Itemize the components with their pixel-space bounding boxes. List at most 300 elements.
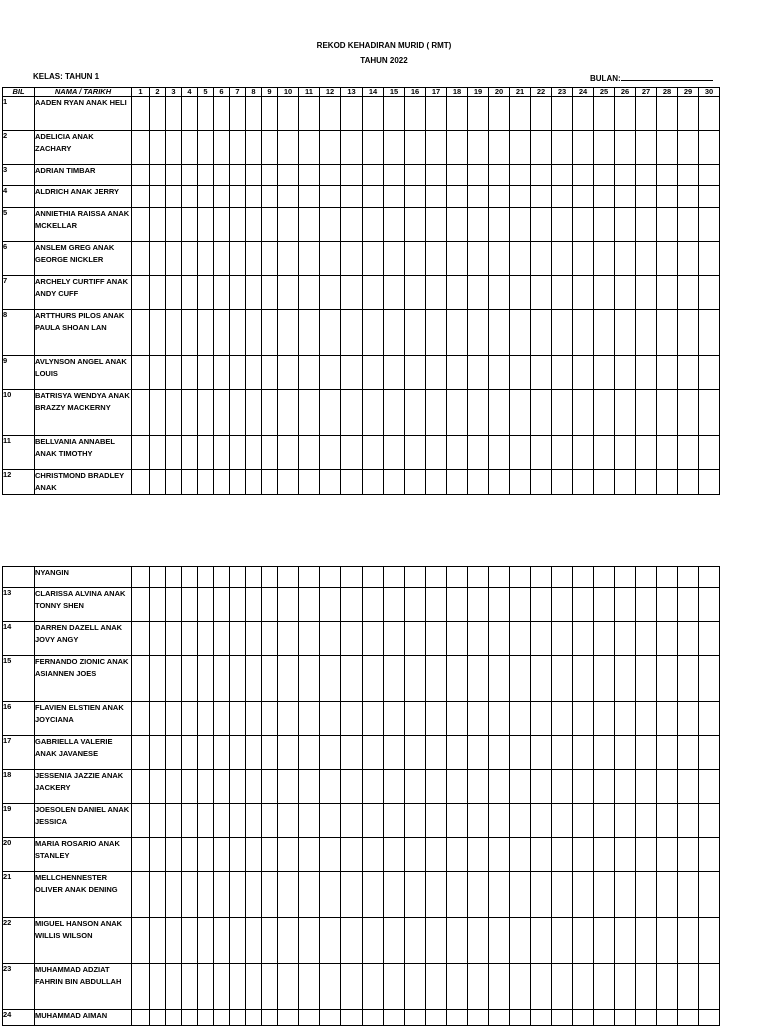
attendance-cell[interactable] xyxy=(699,131,720,165)
attendance-cell[interactable] xyxy=(198,567,214,588)
attendance-cell[interactable] xyxy=(341,872,363,918)
attendance-cell[interactable] xyxy=(230,588,246,622)
attendance-cell[interactable] xyxy=(320,656,341,702)
attendance-cell[interactable] xyxy=(594,622,615,656)
attendance-cell[interactable] xyxy=(299,804,320,838)
attendance-cell[interactable] xyxy=(615,964,636,1010)
attendance-cell[interactable] xyxy=(182,310,198,356)
attendance-cell[interactable] xyxy=(531,276,552,310)
attendance-cell[interactable] xyxy=(246,356,262,390)
attendance-cell[interactable] xyxy=(299,918,320,964)
attendance-cell[interactable] xyxy=(363,356,384,390)
attendance-cell[interactable] xyxy=(150,872,166,918)
attendance-cell[interactable] xyxy=(182,702,198,736)
attendance-cell[interactable] xyxy=(426,310,447,356)
attendance-cell[interactable] xyxy=(489,656,510,702)
attendance-cell[interactable] xyxy=(489,97,510,131)
attendance-cell[interactable] xyxy=(150,356,166,390)
attendance-cell[interactable] xyxy=(468,165,489,186)
attendance-cell[interactable] xyxy=(198,165,214,186)
attendance-cell[interactable] xyxy=(384,656,405,702)
attendance-cell[interactable] xyxy=(341,770,363,804)
attendance-cell[interactable] xyxy=(426,436,447,470)
attendance-cell[interactable] xyxy=(214,186,230,208)
attendance-cell[interactable] xyxy=(573,622,594,656)
attendance-cell[interactable] xyxy=(636,804,657,838)
attendance-cell[interactable] xyxy=(299,656,320,702)
attendance-cell[interactable] xyxy=(150,470,166,495)
attendance-cell[interactable] xyxy=(426,1010,447,1026)
attendance-cell[interactable] xyxy=(341,242,363,276)
attendance-cell[interactable] xyxy=(166,918,182,964)
attendance-cell[interactable] xyxy=(246,390,262,436)
attendance-cell[interactable] xyxy=(678,470,699,495)
attendance-cell[interactable] xyxy=(699,356,720,390)
attendance-cell[interactable] xyxy=(214,390,230,436)
attendance-cell[interactable] xyxy=(657,918,678,964)
attendance-cell[interactable] xyxy=(657,702,678,736)
attendance-cell[interactable] xyxy=(278,567,299,588)
attendance-cell[interactable] xyxy=(150,242,166,276)
attendance-cell[interactable] xyxy=(552,588,573,622)
attendance-cell[interactable] xyxy=(384,964,405,1010)
attendance-cell[interactable] xyxy=(166,242,182,276)
attendance-cell[interactable] xyxy=(363,470,384,495)
attendance-cell[interactable] xyxy=(531,1010,552,1026)
attendance-cell[interactable] xyxy=(132,567,150,588)
attendance-cell[interactable] xyxy=(246,1010,262,1026)
attendance-cell[interactable] xyxy=(384,567,405,588)
attendance-cell[interactable] xyxy=(531,390,552,436)
attendance-cell[interactable] xyxy=(182,567,198,588)
attendance-cell[interactable] xyxy=(510,276,531,310)
attendance-cell[interactable] xyxy=(573,242,594,276)
attendance-cell[interactable] xyxy=(615,804,636,838)
attendance-cell[interactable] xyxy=(262,470,278,495)
attendance-cell[interactable] xyxy=(468,310,489,356)
attendance-cell[interactable] xyxy=(447,804,468,838)
attendance-cell[interactable] xyxy=(214,242,230,276)
attendance-cell[interactable] xyxy=(426,656,447,702)
attendance-cell[interactable] xyxy=(447,872,468,918)
attendance-cell[interactable] xyxy=(262,567,278,588)
attendance-cell[interactable] xyxy=(699,702,720,736)
attendance-cell[interactable] xyxy=(166,567,182,588)
attendance-cell[interactable] xyxy=(636,918,657,964)
attendance-cell[interactable] xyxy=(636,588,657,622)
attendance-cell[interactable] xyxy=(552,165,573,186)
attendance-cell[interactable] xyxy=(246,436,262,470)
attendance-cell[interactable] xyxy=(552,131,573,165)
attendance-cell[interactable] xyxy=(468,964,489,1010)
attendance-cell[interactable] xyxy=(182,208,198,242)
attendance-cell[interactable] xyxy=(552,702,573,736)
attendance-cell[interactable] xyxy=(615,165,636,186)
attendance-cell[interactable] xyxy=(573,656,594,702)
attendance-cell[interactable] xyxy=(341,804,363,838)
attendance-cell[interactable] xyxy=(468,702,489,736)
attendance-cell[interactable] xyxy=(278,242,299,276)
attendance-cell[interactable] xyxy=(341,470,363,495)
attendance-cell[interactable] xyxy=(278,131,299,165)
attendance-cell[interactable] xyxy=(510,736,531,770)
attendance-cell[interactable] xyxy=(489,131,510,165)
attendance-cell[interactable] xyxy=(468,1010,489,1026)
attendance-cell[interactable] xyxy=(699,918,720,964)
attendance-cell[interactable] xyxy=(166,964,182,1010)
attendance-cell[interactable] xyxy=(405,770,426,804)
attendance-cell[interactable] xyxy=(426,470,447,495)
attendance-cell[interactable] xyxy=(426,702,447,736)
attendance-cell[interactable] xyxy=(552,186,573,208)
attendance-cell[interactable] xyxy=(552,390,573,436)
attendance-cell[interactable] xyxy=(198,918,214,964)
attendance-cell[interactable] xyxy=(278,356,299,390)
attendance-cell[interactable] xyxy=(150,736,166,770)
attendance-cell[interactable] xyxy=(531,656,552,702)
attendance-cell[interactable] xyxy=(447,242,468,276)
attendance-cell[interactable] xyxy=(510,588,531,622)
attendance-cell[interactable] xyxy=(230,310,246,356)
attendance-cell[interactable] xyxy=(363,770,384,804)
attendance-cell[interactable] xyxy=(447,964,468,1010)
attendance-cell[interactable] xyxy=(447,622,468,656)
attendance-cell[interactable] xyxy=(594,356,615,390)
attendance-cell[interactable] xyxy=(699,838,720,872)
attendance-cell[interactable] xyxy=(636,964,657,1010)
attendance-cell[interactable] xyxy=(510,1010,531,1026)
attendance-cell[interactable] xyxy=(552,964,573,1010)
attendance-cell[interactable] xyxy=(214,736,230,770)
attendance-cell[interactable] xyxy=(150,97,166,131)
attendance-cell[interactable] xyxy=(182,1010,198,1026)
attendance-cell[interactable] xyxy=(615,97,636,131)
attendance-cell[interactable] xyxy=(573,436,594,470)
attendance-cell[interactable] xyxy=(426,390,447,436)
attendance-cell[interactable] xyxy=(230,97,246,131)
attendance-cell[interactable] xyxy=(636,310,657,356)
attendance-cell[interactable] xyxy=(405,242,426,276)
attendance-cell[interactable] xyxy=(150,186,166,208)
attendance-cell[interactable] xyxy=(447,310,468,356)
attendance-cell[interactable] xyxy=(699,186,720,208)
attendance-cell[interactable] xyxy=(278,872,299,918)
attendance-cell[interactable] xyxy=(426,918,447,964)
attendance-cell[interactable] xyxy=(262,242,278,276)
attendance-cell[interactable] xyxy=(405,736,426,770)
attendance-cell[interactable] xyxy=(594,242,615,276)
attendance-cell[interactable] xyxy=(299,436,320,470)
attendance-cell[interactable] xyxy=(166,186,182,208)
attendance-cell[interactable] xyxy=(552,310,573,356)
attendance-cell[interactable] xyxy=(531,470,552,495)
attendance-cell[interactable] xyxy=(132,356,150,390)
attendance-cell[interactable] xyxy=(320,276,341,310)
attendance-cell[interactable] xyxy=(341,310,363,356)
attendance-cell[interactable] xyxy=(150,390,166,436)
attendance-cell[interactable] xyxy=(636,131,657,165)
attendance-cell[interactable] xyxy=(405,588,426,622)
attendance-cell[interactable] xyxy=(363,702,384,736)
attendance-cell[interactable] xyxy=(447,97,468,131)
attendance-cell[interactable] xyxy=(405,964,426,1010)
attendance-cell[interactable] xyxy=(594,588,615,622)
attendance-cell[interactable] xyxy=(489,918,510,964)
attendance-cell[interactable] xyxy=(341,567,363,588)
attendance-cell[interactable] xyxy=(636,567,657,588)
attendance-cell[interactable] xyxy=(384,97,405,131)
attendance-cell[interactable] xyxy=(426,804,447,838)
attendance-cell[interactable] xyxy=(320,918,341,964)
attendance-cell[interactable] xyxy=(615,918,636,964)
attendance-cell[interactable] xyxy=(489,470,510,495)
attendance-cell[interactable] xyxy=(489,702,510,736)
attendance-cell[interactable] xyxy=(573,276,594,310)
attendance-cell[interactable] xyxy=(615,838,636,872)
attendance-cell[interactable] xyxy=(132,702,150,736)
attendance-cell[interactable] xyxy=(510,186,531,208)
attendance-cell[interactable] xyxy=(214,208,230,242)
attendance-cell[interactable] xyxy=(320,588,341,622)
attendance-cell[interactable] xyxy=(320,964,341,1010)
attendance-cell[interactable] xyxy=(552,436,573,470)
attendance-cell[interactable] xyxy=(182,356,198,390)
attendance-cell[interactable] xyxy=(182,622,198,656)
attendance-cell[interactable] xyxy=(468,770,489,804)
attendance-cell[interactable] xyxy=(320,436,341,470)
attendance-cell[interactable] xyxy=(510,567,531,588)
attendance-cell[interactable] xyxy=(320,165,341,186)
attendance-cell[interactable] xyxy=(531,186,552,208)
attendance-cell[interactable] xyxy=(552,242,573,276)
attendance-cell[interactable] xyxy=(510,165,531,186)
attendance-cell[interactable] xyxy=(166,390,182,436)
attendance-cell[interactable] xyxy=(426,588,447,622)
attendance-cell[interactable] xyxy=(657,872,678,918)
attendance-cell[interactable] xyxy=(198,622,214,656)
attendance-cell[interactable] xyxy=(198,97,214,131)
attendance-cell[interactable] xyxy=(132,186,150,208)
attendance-cell[interactable] xyxy=(230,356,246,390)
attendance-cell[interactable] xyxy=(552,838,573,872)
attendance-cell[interactable] xyxy=(198,186,214,208)
attendance-cell[interactable] xyxy=(447,1010,468,1026)
attendance-cell[interactable] xyxy=(447,436,468,470)
attendance-cell[interactable] xyxy=(320,208,341,242)
attendance-cell[interactable] xyxy=(363,838,384,872)
attendance-cell[interactable] xyxy=(166,165,182,186)
attendance-cell[interactable] xyxy=(150,804,166,838)
attendance-cell[interactable] xyxy=(531,872,552,918)
attendance-cell[interactable] xyxy=(678,804,699,838)
attendance-cell[interactable] xyxy=(510,702,531,736)
attendance-cell[interactable] xyxy=(636,622,657,656)
attendance-cell[interactable] xyxy=(246,838,262,872)
attendance-cell[interactable] xyxy=(594,470,615,495)
attendance-cell[interactable] xyxy=(510,356,531,390)
attendance-cell[interactable] xyxy=(447,356,468,390)
attendance-cell[interactable] xyxy=(262,622,278,656)
attendance-cell[interactable] xyxy=(262,165,278,186)
attendance-cell[interactable] xyxy=(489,186,510,208)
attendance-cell[interactable] xyxy=(182,588,198,622)
attendance-cell[interactable] xyxy=(636,656,657,702)
attendance-cell[interactable] xyxy=(552,804,573,838)
attendance-cell[interactable] xyxy=(657,186,678,208)
attendance-cell[interactable] xyxy=(341,165,363,186)
attendance-cell[interactable] xyxy=(657,242,678,276)
attendance-cell[interactable] xyxy=(182,736,198,770)
attendance-cell[interactable] xyxy=(552,770,573,804)
attendance-cell[interactable] xyxy=(510,622,531,656)
attendance-cell[interactable] xyxy=(166,1010,182,1026)
attendance-cell[interactable] xyxy=(573,208,594,242)
attendance-cell[interactable] xyxy=(615,131,636,165)
attendance-cell[interactable] xyxy=(230,276,246,310)
attendance-cell[interactable] xyxy=(278,1010,299,1026)
attendance-cell[interactable] xyxy=(132,436,150,470)
attendance-cell[interactable] xyxy=(320,872,341,918)
attendance-cell[interactable] xyxy=(615,470,636,495)
attendance-cell[interactable] xyxy=(615,567,636,588)
attendance-cell[interactable] xyxy=(678,242,699,276)
attendance-cell[interactable] xyxy=(699,567,720,588)
attendance-cell[interactable] xyxy=(405,567,426,588)
attendance-cell[interactable] xyxy=(230,838,246,872)
attendance-cell[interactable] xyxy=(573,770,594,804)
attendance-cell[interactable] xyxy=(468,390,489,436)
attendance-cell[interactable] xyxy=(405,390,426,436)
attendance-cell[interactable] xyxy=(447,567,468,588)
attendance-cell[interactable] xyxy=(214,702,230,736)
attendance-cell[interactable] xyxy=(615,186,636,208)
attendance-cell[interactable] xyxy=(198,208,214,242)
attendance-cell[interactable] xyxy=(150,964,166,1010)
attendance-cell[interactable] xyxy=(299,310,320,356)
attendance-cell[interactable] xyxy=(230,656,246,702)
attendance-cell[interactable] xyxy=(657,310,678,356)
attendance-cell[interactable] xyxy=(699,390,720,436)
attendance-cell[interactable] xyxy=(636,736,657,770)
attendance-cell[interactable] xyxy=(214,131,230,165)
attendance-cell[interactable] xyxy=(150,622,166,656)
attendance-cell[interactable] xyxy=(320,567,341,588)
attendance-cell[interactable] xyxy=(615,622,636,656)
attendance-cell[interactable] xyxy=(699,736,720,770)
attendance-cell[interactable] xyxy=(510,804,531,838)
attendance-cell[interactable] xyxy=(426,356,447,390)
attendance-cell[interactable] xyxy=(278,622,299,656)
attendance-cell[interactable] xyxy=(573,1010,594,1026)
attendance-cell[interactable] xyxy=(510,918,531,964)
attendance-cell[interactable] xyxy=(552,356,573,390)
attendance-cell[interactable] xyxy=(384,770,405,804)
attendance-cell[interactable] xyxy=(615,276,636,310)
attendance-cell[interactable] xyxy=(531,838,552,872)
attendance-cell[interactable] xyxy=(363,918,384,964)
attendance-cell[interactable] xyxy=(214,567,230,588)
attendance-cell[interactable] xyxy=(262,656,278,702)
attendance-cell[interactable] xyxy=(246,702,262,736)
attendance-cell[interactable] xyxy=(246,872,262,918)
attendance-cell[interactable] xyxy=(150,567,166,588)
attendance-cell[interactable] xyxy=(132,918,150,964)
attendance-cell[interactable] xyxy=(678,310,699,356)
attendance-cell[interactable] xyxy=(320,310,341,356)
attendance-cell[interactable] xyxy=(214,872,230,918)
attendance-cell[interactable] xyxy=(426,872,447,918)
attendance-cell[interactable] xyxy=(166,276,182,310)
attendance-cell[interactable] xyxy=(426,208,447,242)
attendance-cell[interactable] xyxy=(468,622,489,656)
attendance-cell[interactable] xyxy=(405,356,426,390)
attendance-cell[interactable] xyxy=(299,622,320,656)
attendance-cell[interactable] xyxy=(278,97,299,131)
attendance-cell[interactable] xyxy=(320,97,341,131)
attendance-cell[interactable] xyxy=(552,656,573,702)
attendance-cell[interactable] xyxy=(531,622,552,656)
attendance-cell[interactable] xyxy=(699,622,720,656)
attendance-cell[interactable] xyxy=(573,165,594,186)
attendance-cell[interactable] xyxy=(341,622,363,656)
attendance-cell[interactable] xyxy=(198,736,214,770)
attendance-cell[interactable] xyxy=(489,310,510,356)
attendance-cell[interactable] xyxy=(552,1010,573,1026)
attendance-cell[interactable] xyxy=(166,588,182,622)
attendance-cell[interactable] xyxy=(230,702,246,736)
attendance-cell[interactable] xyxy=(198,470,214,495)
attendance-cell[interactable] xyxy=(150,165,166,186)
attendance-cell[interactable] xyxy=(262,131,278,165)
attendance-cell[interactable] xyxy=(678,567,699,588)
attendance-cell[interactable] xyxy=(615,736,636,770)
attendance-cell[interactable] xyxy=(405,804,426,838)
attendance-cell[interactable] xyxy=(299,97,320,131)
attendance-cell[interactable] xyxy=(320,242,341,276)
attendance-cell[interactable] xyxy=(678,872,699,918)
attendance-cell[interactable] xyxy=(341,436,363,470)
attendance-cell[interactable] xyxy=(182,872,198,918)
attendance-cell[interactable] xyxy=(262,736,278,770)
attendance-cell[interactable] xyxy=(299,872,320,918)
attendance-cell[interactable] xyxy=(182,276,198,310)
attendance-cell[interactable] xyxy=(230,208,246,242)
attendance-cell[interactable] xyxy=(150,208,166,242)
attendance-cell[interactable] xyxy=(246,208,262,242)
attendance-cell[interactable] xyxy=(573,964,594,1010)
attendance-cell[interactable] xyxy=(262,964,278,1010)
attendance-cell[interactable] xyxy=(699,1010,720,1026)
attendance-cell[interactable] xyxy=(678,838,699,872)
attendance-cell[interactable] xyxy=(166,436,182,470)
attendance-cell[interactable] xyxy=(447,165,468,186)
attendance-cell[interactable] xyxy=(657,276,678,310)
attendance-cell[interactable] xyxy=(182,186,198,208)
attendance-cell[interactable] xyxy=(246,97,262,131)
attendance-cell[interactable] xyxy=(405,872,426,918)
attendance-cell[interactable] xyxy=(552,276,573,310)
attendance-cell[interactable] xyxy=(278,804,299,838)
attendance-cell[interactable] xyxy=(262,356,278,390)
attendance-cell[interactable] xyxy=(341,186,363,208)
attendance-cell[interactable] xyxy=(657,1010,678,1026)
attendance-cell[interactable] xyxy=(678,97,699,131)
attendance-cell[interactable] xyxy=(636,838,657,872)
attendance-cell[interactable] xyxy=(214,838,230,872)
attendance-cell[interactable] xyxy=(384,702,405,736)
attendance-cell[interactable] xyxy=(531,97,552,131)
attendance-cell[interactable] xyxy=(678,964,699,1010)
